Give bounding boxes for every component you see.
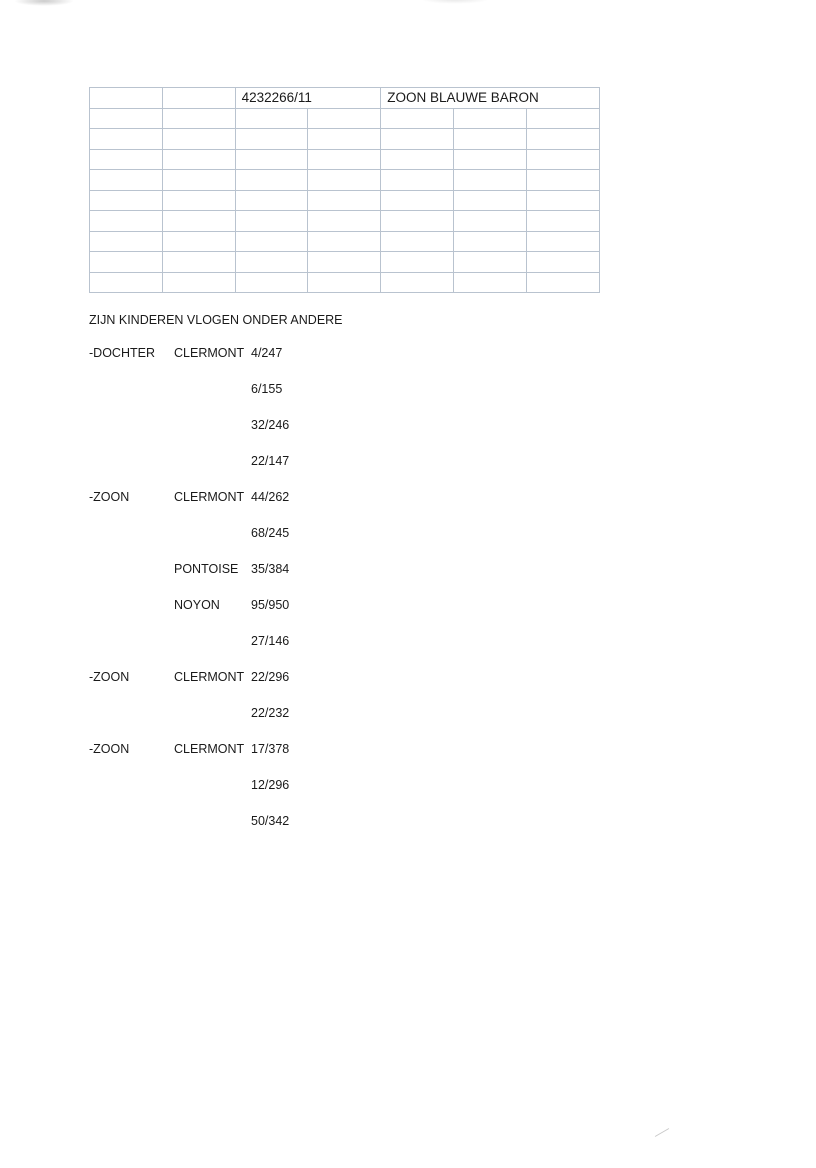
offspring-result: 32/246 bbox=[251, 418, 290, 432]
offspring-result: 35/384 bbox=[251, 562, 290, 576]
offspring-result: 68/245 bbox=[251, 526, 290, 540]
table-cell bbox=[90, 88, 163, 109]
offspring-result: 12/296 bbox=[251, 778, 290, 792]
offspring-relation: -ZOON bbox=[89, 490, 130, 504]
table-row bbox=[90, 252, 600, 273]
offspring-place: CLERMONT bbox=[174, 490, 245, 504]
offspring-place: CLERMONT bbox=[174, 742, 245, 756]
offspring-relation: -DOCHTER bbox=[89, 346, 155, 360]
table-cell bbox=[162, 88, 235, 109]
table-row bbox=[90, 129, 600, 150]
scan-mark bbox=[655, 1128, 669, 1137]
scan-smudge bbox=[420, 0, 490, 4]
offspring-result: 4/247 bbox=[251, 346, 283, 360]
offspring-relation: -ZOON bbox=[89, 670, 130, 684]
offspring-relation: -ZOON bbox=[89, 742, 130, 756]
pedigree-table bbox=[89, 87, 600, 293]
offspring-result: 50/342 bbox=[251, 814, 290, 828]
offspring-result: 6/155 bbox=[251, 382, 283, 396]
offspring-result: 95/950 bbox=[251, 598, 290, 612]
offspring-result: 17/378 bbox=[251, 742, 290, 756]
offspring-result: 22/232 bbox=[251, 706, 290, 720]
offspring-result: 44/262 bbox=[251, 490, 290, 504]
ring-number-cell: 4232266/11 bbox=[235, 88, 381, 109]
table-row bbox=[90, 149, 600, 170]
offspring-result: 22/296 bbox=[251, 670, 290, 684]
table-row bbox=[90, 231, 600, 252]
pigeon-name-cell: ZOON BLAUWE BARON bbox=[381, 88, 599, 109]
table-row bbox=[90, 211, 600, 232]
offspring-place: CLERMONT bbox=[174, 346, 245, 360]
table-header-row bbox=[90, 88, 600, 109]
table-row bbox=[90, 190, 600, 211]
offspring-place: PONTOISE bbox=[174, 562, 239, 576]
offspring-place: CLERMONT bbox=[174, 670, 245, 684]
table-row bbox=[90, 170, 600, 191]
offspring-place: NOYON bbox=[174, 598, 220, 612]
table-row bbox=[90, 272, 600, 293]
offspring-result: 22/147 bbox=[251, 454, 290, 468]
scan-smudge bbox=[14, 0, 74, 6]
offspring-result: 27/146 bbox=[251, 634, 290, 648]
offspring-heading: ZIJN KINDEREN VLOGEN ONDER ANDERE bbox=[89, 313, 343, 327]
table-row bbox=[90, 108, 600, 129]
